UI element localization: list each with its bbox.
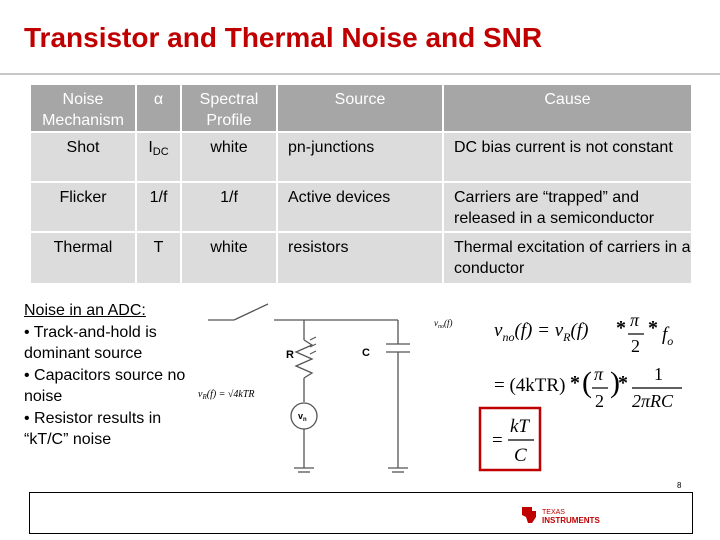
header-profile: Spectral Profile — [181, 84, 277, 132]
cutoff-frequency: $f_o$ — [662, 324, 674, 348]
cell-source: pn-junctions — [277, 132, 443, 182]
header-source: Source — [277, 84, 443, 132]
denominator-two: 2 — [631, 336, 640, 356]
kt-numerator: kT — [510, 416, 529, 437]
track-hold-circuit-diagram — [190, 296, 430, 486]
ti-emblem-icon — [522, 507, 536, 523]
cell-cause: Thermal excitation of carriers in a conductor — [443, 232, 692, 284]
logo-line-2: INSTRUMENTS — [542, 516, 600, 525]
adc-bullet: • Capacitors source no noise — [24, 366, 186, 405]
noise-source-symbol — [291, 403, 317, 429]
pi-symbol: π — [630, 310, 640, 330]
capacitor-label: C — [362, 347, 370, 359]
adc-notes — [24, 300, 189, 451]
noise-table — [29, 83, 693, 285]
multiply-symbol: * — [618, 372, 628, 394]
cell-mechanism: Thermal — [30, 232, 136, 284]
cell-source: Active devices — [277, 182, 443, 232]
adc-notes-title: Noise in an ADC: — [24, 302, 146, 319]
numerator-one: 1 — [654, 364, 663, 384]
multiply-symbol: * — [648, 317, 658, 339]
two-pi-rc: 2πRC — [632, 391, 674, 411]
cell-alpha: 1/f — [136, 182, 181, 232]
cell-source: resistors — [277, 232, 443, 284]
header-mechanism: Noise Mechanism — [30, 84, 136, 132]
table-row — [30, 232, 692, 284]
multiply-symbol: * — [616, 317, 626, 339]
cell-profile: white — [181, 232, 277, 284]
open-paren: ( — [582, 366, 592, 399]
cell-profile: white — [181, 132, 277, 182]
formula-line-1: $v_{no}(f) = v_R(f)$ — [494, 320, 589, 344]
title-divider — [0, 73, 720, 75]
table-row — [30, 182, 692, 232]
cell-mechanism: Flicker — [30, 182, 136, 232]
close-paren: ) — [610, 366, 620, 399]
noise-source-label: $v_n$ — [298, 411, 307, 423]
adc-bullet: • Resistor results in “kT/C” noise — [24, 409, 162, 448]
c-denominator: C — [514, 445, 527, 466]
formula-line-3: = — [492, 430, 503, 451]
cell-cause: Carriers are “trapped” and released in a semiconductor — [443, 182, 692, 232]
formula-line-2: = (4kTR) — [494, 375, 566, 396]
header-alpha: α — [136, 84, 181, 132]
cell-cause: DC bias current is not constant — [443, 132, 692, 182]
multiply-symbol: * — [570, 372, 580, 394]
resistor-symbol — [296, 340, 312, 378]
switch-blade — [234, 304, 268, 320]
cell-alpha: $I_{DC}$ — [136, 132, 181, 182]
noise-formulas — [430, 296, 690, 474]
resistor-label: R — [286, 349, 294, 361]
slide-title: Transistor and Thermal Noise and SNR — [24, 22, 543, 53]
logo-line-1: TEXAS — [542, 509, 565, 516]
cell-mechanism: Shot — [30, 132, 136, 182]
adc-bullet: • Track-and-hold is dominant source — [24, 323, 157, 362]
page-number: 8 — [677, 481, 682, 490]
cell-profile: 1/f — [181, 182, 277, 232]
output-noise-label: $v_{no}(f)$ — [434, 318, 453, 330]
header-cause: Cause — [443, 84, 692, 132]
pi-symbol: π — [594, 364, 604, 384]
denominator-two: 2 — [595, 391, 604, 411]
cell-alpha: T — [136, 232, 181, 284]
resistor-noise-expression: $v_R(f) = √4kTR$ — [198, 389, 255, 401]
table-header-row — [30, 84, 692, 132]
texas-instruments-logo — [520, 503, 615, 527]
table-row — [30, 132, 692, 182]
